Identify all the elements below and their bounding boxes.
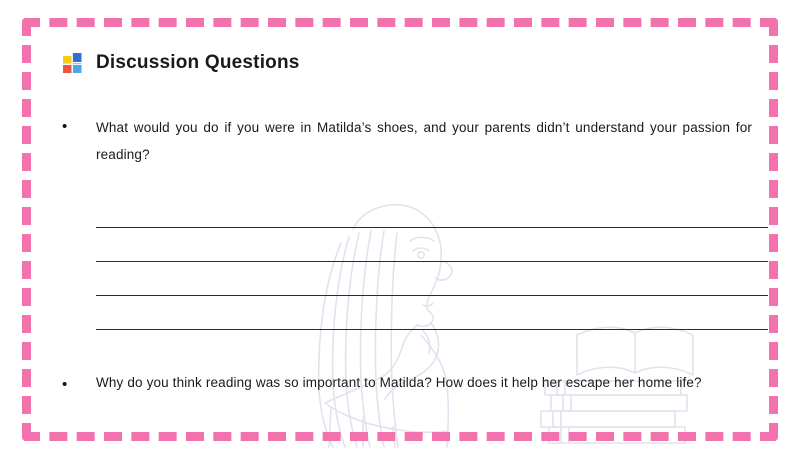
answer-line[interactable] xyxy=(96,194,768,228)
answer-lines-1[interactable] xyxy=(96,194,768,330)
page-title-text: Discussion Questions xyxy=(96,52,300,73)
answer-line[interactable] xyxy=(96,228,768,262)
question-item-1 xyxy=(62,114,752,168)
page-title xyxy=(62,52,752,74)
question-text-2: Why do you think reading was so important to Matilda? How does it help her escape her home life? xyxy=(96,375,702,390)
question-item-2 xyxy=(62,372,752,394)
answer-line[interactable] xyxy=(96,296,768,330)
question-text-1: What would you do if you were in Matilda’s shoes, and your parents didn’t understand your passion for reading? xyxy=(96,120,752,162)
answer-line[interactable] xyxy=(96,262,768,296)
bullet-marker: • xyxy=(62,376,68,393)
bullet-marker: • xyxy=(62,118,68,135)
windows-logo-icon xyxy=(62,52,84,74)
worksheet-content xyxy=(48,40,752,429)
